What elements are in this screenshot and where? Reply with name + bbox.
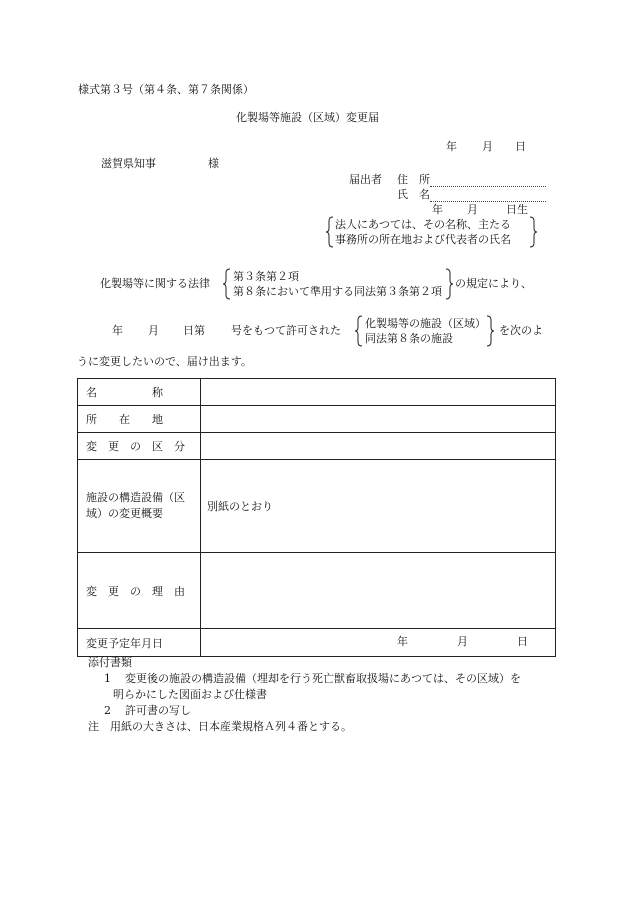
label-location: 所 在 地: [78, 406, 201, 433]
permit-rest: 号をもつて許可された: [231, 324, 341, 337]
attachment-1-line-2: 明らかにした図面および仕様書: [113, 688, 267, 701]
change-form-table: [77, 378, 556, 657]
label-name: 名 称: [78, 379, 201, 406]
applicant-label: 届出者: [349, 173, 382, 186]
permit-year: 年: [112, 324, 123, 337]
date-year: 年: [446, 140, 457, 153]
permit-continuation: うに変更したいので、届け出ます。: [77, 355, 252, 368]
address-field[interactable]: [430, 176, 546, 187]
document-title: 化製場等施設（区域）変更届: [236, 111, 379, 124]
value-name[interactable]: [201, 379, 556, 406]
corp-note-line-2: 事務所の所在地および代表者の氏名: [335, 233, 511, 246]
label-change-reason: 変 更 の 理 由: [78, 553, 201, 629]
form-id: 様式第３号（第４条、第７条関係）: [78, 83, 254, 96]
address-label-text: 住 所: [397, 173, 430, 186]
value-change-reason[interactable]: [201, 553, 556, 629]
address-label: [397, 173, 546, 187]
permit-day-no: 日第: [183, 324, 205, 337]
table-row: [78, 460, 556, 553]
table-row: [78, 433, 556, 460]
value-scheduled-date[interactable]: [201, 629, 556, 657]
date-month: 月: [482, 140, 493, 153]
table-row: [78, 379, 556, 406]
right-brace-icon: [529, 216, 537, 248]
table-row: [78, 406, 556, 433]
table-row: [78, 629, 556, 657]
value-change-summary[interactable]: 別紙のとおり: [201, 460, 556, 553]
permit-month: 月: [148, 324, 159, 337]
label-change-category: 変 更 の 区 分: [78, 433, 201, 460]
left-brace-icon: [355, 315, 363, 347]
law-suffix: の規定により、: [455, 277, 532, 290]
table-row: [78, 553, 556, 629]
attachment-1-no: 1: [104, 672, 111, 685]
note-text: 用紙の大きさは、日本産業規格Ａ列４番とする。: [110, 720, 352, 733]
corp-note: [326, 216, 538, 248]
left-brace-icon: [326, 216, 334, 248]
value-change-category[interactable]: [201, 433, 556, 460]
scheduled-year: 年: [397, 635, 408, 648]
corp-note-line-1: 法人にあつては、その名称、主たる: [335, 218, 511, 231]
scheduled-day: 日: [517, 635, 528, 648]
permit-option-1: 化製場等の施設（区域）: [365, 317, 486, 330]
permit-suffix: を次のよ: [499, 324, 543, 337]
name-label: [397, 188, 546, 202]
attachment-2: 許可書の写し: [125, 704, 191, 717]
name-field[interactable]: [430, 191, 546, 202]
birth-day: 日生: [506, 203, 528, 216]
attachment-1-line-1: 変更後の施設の構造設備（埋却を行う死亡獣畜取扱場にあつては、その区域）を: [125, 672, 521, 685]
permit-option-2: 同法第８条の施設: [365, 332, 453, 345]
birth-month: 月: [467, 203, 478, 216]
addressee-honorific: 様: [208, 157, 219, 170]
value-location[interactable]: [201, 406, 556, 433]
law-options: [223, 268, 455, 300]
permit-options: [355, 315, 495, 347]
law-option-2: 第８条において準用する同法第３条第２項: [233, 285, 442, 298]
note-label: 注: [88, 720, 99, 733]
law-option-1: 第３条第２項: [233, 270, 299, 283]
left-brace-icon: [223, 268, 231, 300]
birth-year: 年: [432, 203, 443, 216]
label-scheduled-date: 変更予定年月日: [78, 629, 201, 657]
attachments-heading: 添付書類: [88, 656, 132, 669]
attachment-2-no: 2: [104, 704, 111, 717]
right-brace-icon: [486, 315, 494, 347]
label-change-summary: 施設の構造設備（区域）の変更概要: [78, 460, 201, 553]
scheduled-month: 月: [457, 635, 468, 648]
date-day: 日: [515, 140, 526, 153]
right-brace-icon: [445, 268, 453, 300]
name-label-text: 氏 名: [397, 188, 430, 201]
law-prefix: 化製場等に関する法律: [100, 277, 210, 290]
addressee-name: 滋賀県知事: [101, 157, 156, 170]
